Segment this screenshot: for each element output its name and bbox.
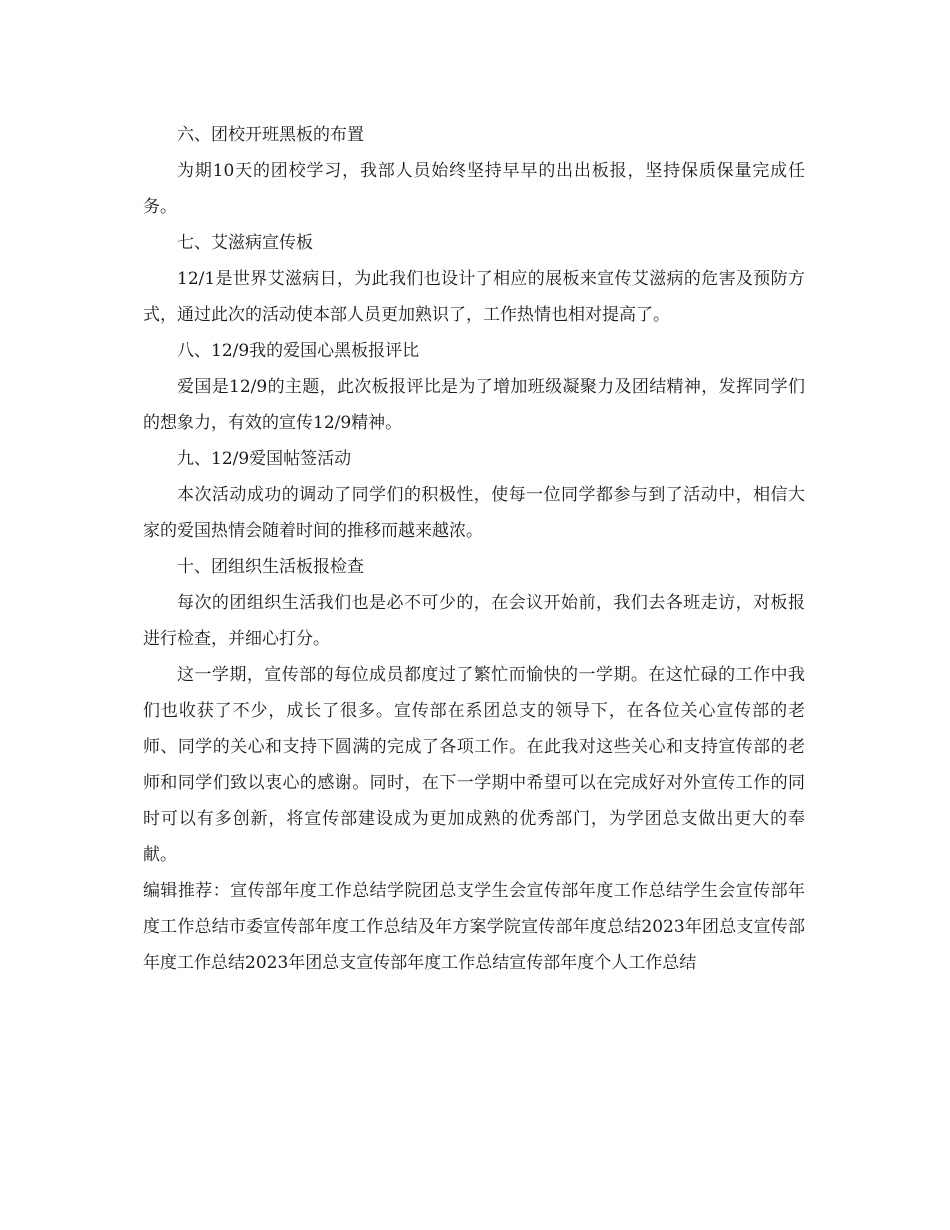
- section-heading-8: 八、12/9我的爱国心黑板报评比: [177, 341, 420, 361]
- section-heading-9: 九、12/9爱国帖签活动: [177, 449, 352, 469]
- section-body-6: 为期10天的团校学习，我部人员始终坚持早早的出出板报，坚持保质保量完成任务。: [143, 161, 805, 217]
- section-body-10: 每次的团组织生活我们也是必不可少的，在会议开始前，我们去各班走访，对板报进行检查，并细心打分。: [143, 593, 805, 649]
- section-heading-10: 十、团组织生活板报检查: [177, 557, 364, 577]
- document-body: [143, 117, 805, 981]
- section-heading-6: 六、团校开班黑板的布置: [177, 125, 364, 145]
- conclusion-paragraph: 这一学期，宣传部的每位成员都度过了繁忙而愉快的一学期。在这忙碌的工作中我们也收获了不少，成长了很多。宣传部在系团总支的领导下，在各位关心宣传部的老师、同学的关心和支持下圆满的完成了各项工作。在此我对这些关心和支持宣传部的老师和同学们致以衷心的感谢。同时，在下一学期中希望可以在完成好对外宣传工作的同时可以有多创新，将宣传部建设成为更加成熟的优秀部门，为学团总支做出更大的奉献。: [143, 665, 805, 865]
- section-body-7: 12/1是世界艾滋病日，为此我们也设计了相应的展板来宣传艾滋病的危害及预防方式，通过此次的活动使本部人员更加熟识了，工作热情也相对提高了。: [143, 269, 805, 325]
- editor-recommendation: 编辑推荐：宣传部年度工作总结学院团总支学生会宣传部年度工作总结学生会宣传部年度工作总结市委宣传部年度工作总结及年方案学院宣传部年度总结2023年团总支宣传部年度工作总结2023年团总支宣传部年度工作总结宣传部年度个人工作总结: [143, 881, 805, 973]
- section-body-8: 爱国是12/9的主题，此次板报评比是为了增加班级凝聚力及团结精神，发挥同学们的想象力，有效的宣传12/9精神。: [143, 377, 805, 433]
- section-body-9: 本次活动成功的调动了同学们的积极性，使每一位同学都参与到了活动中，相信大家的爱国热情会随着时间的推移而越来越浓。: [143, 485, 805, 541]
- section-heading-7: 七、艾滋病宣传板: [177, 233, 313, 253]
